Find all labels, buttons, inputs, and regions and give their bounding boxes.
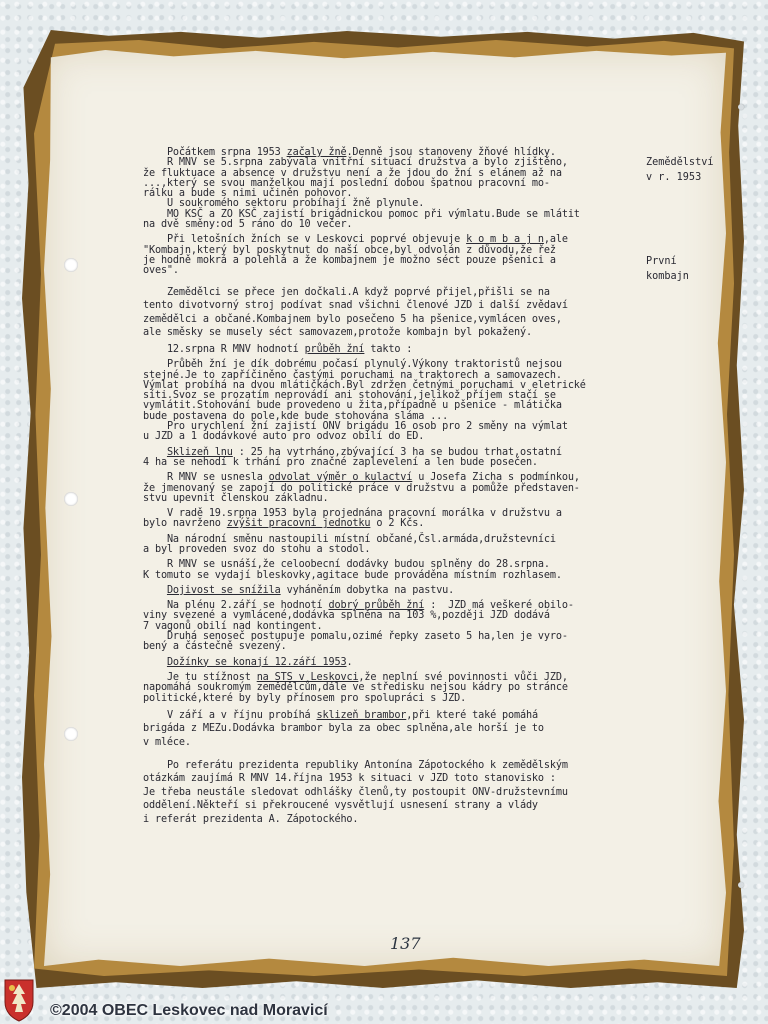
text-run: Zemědělci se přece jen dočkali.A když poprvé přijel,přišli se na tento divotvorný stroj podívat snad všichni členové JZD i další zvědaví zemědělci a občané.Kombajnem bylo posečeno 5 ha pšenice,vymlácen oves, ale směsky se musely séct samovazem,protože kombajn byl pokažený. (143, 286, 568, 339)
text-run: ,že neplní své povinnosti vůči JZD, napomáhá soukromým zemědělcům,dále ve středisku nejsou kádry po stránce politické,které by byly přínosem pro spolupráci s JZD. (143, 671, 568, 704)
text-paragraph (143, 158, 638, 199)
text-run: Při letošních žních se v Leskovci poprvé objevuje (143, 234, 467, 246)
margin-note-first-combine: První kombajn (646, 256, 689, 282)
text-paragraph (143, 709, 638, 750)
paragraph-gap (143, 277, 638, 286)
punch-hole (64, 492, 78, 506)
page-number: 137 (390, 934, 421, 953)
text-run: V září a v říjnu probíhá (143, 709, 317, 721)
copyright-footer: ©2004 OBEC Leskovec nad Moravicí (50, 1002, 328, 1019)
text-run: U soukromého sektoru probíhají žně plynule. MO KSČ a ZO KSČ zajistí brigádnickou pomoc při výmlatu.Bude se mlátit na dvě směny:od 5 ráno do 10 večer. (143, 198, 580, 231)
text-paragraph (143, 560, 638, 581)
text-run: Je tu stížnost (143, 671, 257, 683)
text-run: R MNV se 5.srpna zabývala vnitřní situací družstva a bylo zjištěno, že fluktuace a absence v družstvu není a že jdou do žní s elánem až na ...,který se svou manželkou mají poslední dobou špatnou pracovní mo- rálku a bude s nimi učiněn pohovor. (143, 157, 568, 200)
text-run: takto : (364, 343, 413, 355)
text-paragraph (143, 509, 638, 530)
text-paragraph (143, 535, 638, 556)
text-run: : 25 ha vytrháno,zbývající 3 ha se budou trhat,ostatní 4 ha se nehodí k trhání pro značné zaplevelení a len bude posečen. (143, 446, 562, 468)
text-run: Počátkem srpna 1953 (166, 147, 287, 158)
text-run: V radě 19.srpna 1953 byla projednána pracovní morálka v družstvu a bylo navrženo (143, 508, 562, 530)
text-run: . (346, 656, 353, 668)
text-run: u Josefa Zicha s podmínkou, že jmenovaný se zapojí do politické práce v družstvu a pomůže představen- stvu upevnit členskou základnu. (143, 472, 580, 504)
underlined-text: k o m b a j n (466, 234, 544, 246)
paragraph-gap (143, 750, 638, 759)
text-run (143, 657, 167, 668)
text-run: Na národní směnu nastoupili místní občané,Čsl.armáda,družstevníci a byl proveden svoz do stohu a stodol. (143, 533, 556, 555)
text-paragraph (143, 360, 638, 442)
text-run: o 2 Kčs. (370, 518, 425, 530)
underlined-text: odvolat výměr o kulactví (268, 472, 413, 484)
text-run: .Denně jsou stanoveny žňové hlídky. (346, 147, 556, 158)
text-paragraph (143, 345, 638, 355)
underlined-text: Sklizeň lnu (166, 446, 233, 458)
underlined-text: Dojivost se snížila (166, 584, 281, 596)
underlined-text: na STS v Leskovci (256, 671, 359, 683)
margin-note-agriculture: Zemědělství v r. 1953 (646, 157, 714, 183)
text-run: R MNV se usnesla (143, 472, 269, 484)
text-paragraph (143, 199, 638, 230)
pin-icon (738, 104, 744, 110)
underlined-text: sklizeň brambor (316, 709, 407, 721)
text-run: ,při které také pomáhá brigáda z MEZu.Dodávka brambor byla za obec splněna,ale horší je to v mléce. (143, 709, 544, 749)
punch-hole (64, 727, 78, 741)
text-run (143, 585, 167, 596)
text-run: Průběh žní je dík dobrému počasí plynulý.Výkony traktoristů nejsou stejné.Je to zapříčiněno častými poruchami na traktorech a samovazech. Výmlat probíhá na dvou mlátičkách.Byl zdržen četnými poruchami v eletrické síti.Svoz se prozatím neprovádí ani stohování,jelikož příjem stačí se vymlátit.Stohování bude provedeno u žita,případně u pšenice - mlátička bude postavena do pole,kde bude stohována sláma ... Pro urychlení žní zajistí ONV brigádu 16 osob pro 2 směny na výmlat u JZD a 1 dodávkové auto pro odvoz obilí do ED. (143, 359, 586, 443)
coat-of-arms-icon (2, 976, 36, 1022)
text-run: ,ale "Kombajn,který byl poskytnut do naší obce,byl odvolán z důvodu,že řež je hodně mokrá a polehlá a že kombajnem je možno séct pouze pšenici a oves". (143, 234, 568, 277)
punch-hole (64, 258, 78, 272)
text-paragraph (143, 658, 638, 668)
text-paragraph (143, 586, 638, 596)
text-run: Na plénu 2.září se hodnotí (143, 600, 329, 612)
underlined-text: začaly žně (286, 147, 347, 158)
text-paragraph (143, 601, 638, 652)
pin-icon (738, 882, 744, 888)
text-run: Po referátu prezidenta republiky Antonína Zápotockého k zemědělským otázkám zaujímá R MNV 14.října 1953 k situaci v JZD toto stanovisko : Je třeba neustále sledovat odhlášky členů,ty postoupit ONV-družstevnímu oddělení.Někteří si překroucené vysvětlují usnesení strany a vlády i referát prezidenta A. Zápotockého. (143, 759, 568, 825)
text-paragraph (143, 473, 638, 504)
underlined-text: průběh žní (304, 343, 365, 355)
text-paragraph (143, 448, 638, 469)
text-run: vyháněním dobytka na pastvu. (280, 584, 455, 596)
underlined-text: zvýšit pracovní jednotku (226, 518, 371, 530)
text-paragraph (143, 235, 638, 276)
text-run: 12.srpna R MNV hodnotí (143, 343, 305, 355)
text-paragraph (143, 286, 638, 340)
text-run: R MNV se usnáší,že celoobecní dodávky budou splněny do 28.srpna. K tomuto se vydají bleskovky,agitace bude prováděna místním rozhlasem. (143, 559, 562, 581)
text-paragraph (143, 759, 638, 827)
text-run: : JZD má veškeré obilo- viny svezené a vymlácené,dodávka splněna na 103 %,později JZD dodává 7 vagonů obilí nad kontingent. Druhá senoseč postupuje pomalu,ozimé řepky zaseto 5 ha,len je vyro- bený a částečně svezený. (143, 600, 574, 653)
text-paragraph (143, 673, 638, 704)
underlined-text: Dožínky se konají 12.září 1953 (166, 656, 347, 668)
typewritten-text (143, 148, 638, 827)
underlined-text: dobrý průběh žní (328, 600, 425, 612)
